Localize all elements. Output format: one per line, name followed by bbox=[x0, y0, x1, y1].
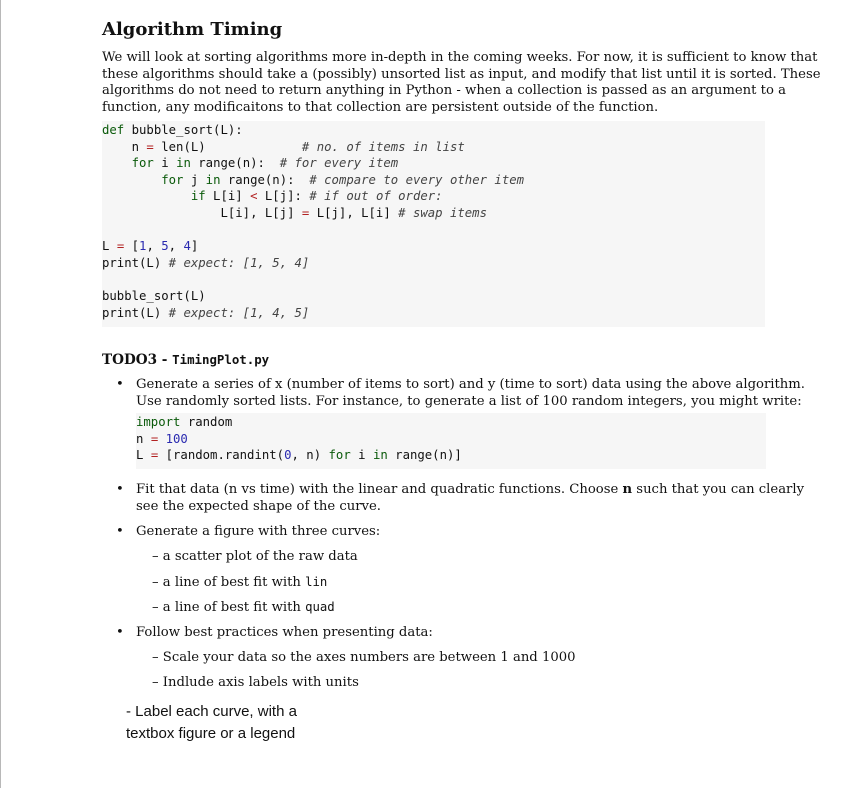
todo-filename: TimingPlot.py bbox=[172, 352, 270, 367]
code-line: for j in range(n): # compare to every other item bbox=[161, 172, 525, 187]
note-line: - Label each curve, with a bbox=[126, 703, 297, 720]
code-line: import random bbox=[136, 415, 233, 429]
dash-icon: – bbox=[152, 600, 159, 615]
page-left-border bbox=[0, 0, 1, 788]
sub-item-quad: – a line of best fit with quad bbox=[152, 600, 335, 615]
sub-item-scale: – Scale your data so the axes numbers are between 1 and 1000 bbox=[152, 650, 576, 665]
code-line: L = [1, 5, 4] bbox=[102, 239, 199, 254]
random-list-code-block bbox=[136, 413, 766, 469]
intro-line: algorithms do not need to return anything in Python - when a collection is passed as an argument to a bbox=[102, 83, 786, 99]
code-line: n = len(L) # no. of items in list bbox=[102, 139, 465, 154]
todo-heading: TODO3 - TimingPlot.py bbox=[102, 352, 270, 368]
bullet-text-line: Generate a series of x (number of items to sort) and y (time to sort) data using the above algorithm. bbox=[136, 377, 805, 392]
sub-item-lin: – a line of best fit with lin bbox=[152, 575, 328, 590]
bullet-icon: • bbox=[116, 625, 124, 640]
bullet-text-line: Follow best practices when presenting data: bbox=[136, 625, 433, 640]
code-line: print(L) # expect: [1, 4, 5] bbox=[102, 305, 310, 320]
bullet-text-line: see the expected shape of the curve. bbox=[136, 498, 381, 514]
code-lines bbox=[136, 414, 462, 464]
bullet-text-line: Generate a figure with three curves: bbox=[136, 524, 381, 539]
intro-line: these algorithms should take a (possibly) unsorted list as input, and modify that list until it is sorted. These bbox=[102, 66, 821, 82]
sub-item-scatter: – a scatter plot of the raw data bbox=[152, 549, 358, 564]
bullet-icon: • bbox=[116, 524, 124, 539]
intro-line: function, any modificaitons to that collection are persistent outside of the function. bbox=[102, 100, 659, 116]
added-note bbox=[126, 701, 297, 745]
dash-icon: – bbox=[152, 675, 159, 690]
bubble-sort-code-block bbox=[102, 121, 765, 327]
code-line: def bubble_sort(L): bbox=[102, 123, 243, 137]
code-line: bubble_sort(L) bbox=[102, 288, 206, 303]
code-line: L = [random.randint(0, n) for i in range(n)] bbox=[136, 448, 462, 463]
code-line: L[i], L[j] = L[j], L[i] # swap items bbox=[102, 205, 487, 220]
section-title: Algorithm Timing bbox=[102, 19, 283, 40]
bullet-text-line: Use randomly sorted lists. For instance, to generate a list of 100 random integers, you might write: bbox=[136, 393, 802, 409]
code-lines bbox=[102, 122, 524, 321]
code-line: for i in range(n): # for every item bbox=[131, 156, 399, 171]
dash-icon: – bbox=[152, 650, 159, 665]
bullet-icon: • bbox=[116, 482, 124, 497]
code-line: print(L) # expect: [1, 5, 4] bbox=[102, 255, 310, 270]
note-line: textbox figure or a legend bbox=[126, 725, 296, 742]
dash-icon: – bbox=[152, 575, 159, 590]
bullet-icon: • bbox=[116, 377, 124, 392]
bullet-text-line: Fit that data (n vs time) with the linear and quadratic functions. Choose n such that you can clearly bbox=[136, 482, 805, 497]
dash-icon: – bbox=[152, 549, 159, 564]
code-line: if L[i] < L[j]: # if out of order: bbox=[190, 189, 443, 204]
intro-line: We will look at sorting algorithms more in-depth in the coming weeks. For now, it is sufficient to know that bbox=[102, 50, 818, 65]
code-line: n = 100 bbox=[136, 431, 188, 446]
sub-item-axis-labels: – Indlude axis labels with units bbox=[152, 675, 359, 690]
intro-paragraph bbox=[102, 50, 821, 117]
